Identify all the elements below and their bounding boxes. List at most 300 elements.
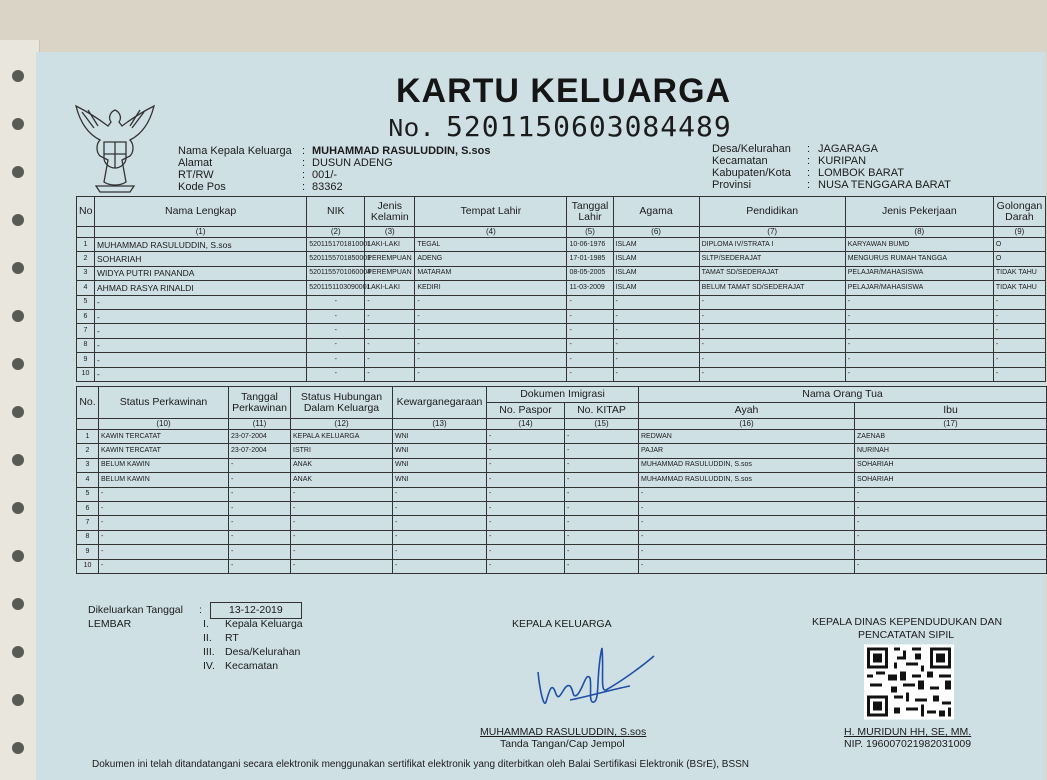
cell-pekerjaan: - bbox=[845, 353, 993, 367]
label-kabupaten: Kabupaten/Kota bbox=[712, 167, 791, 179]
cell-no: 2 bbox=[77, 252, 95, 266]
cell-no-paspor: - bbox=[487, 458, 565, 472]
column-number bbox=[77, 419, 99, 430]
cell-no: 1 bbox=[77, 430, 99, 444]
family-members-rows bbox=[77, 238, 1046, 382]
cell-status-hubungan: - bbox=[291, 501, 393, 515]
header-status-perkawinan: Status Perkawinan bbox=[99, 387, 229, 419]
colon: : bbox=[199, 604, 202, 616]
feed-hole bbox=[12, 598, 24, 610]
cell-ayah: - bbox=[639, 530, 855, 544]
cell-no: 4 bbox=[77, 281, 95, 295]
cell-jenis-kelamin: - bbox=[365, 309, 415, 323]
cell-tempat-lahir: KEDIRI bbox=[415, 281, 567, 295]
cell-kewarganegaraan: WNI bbox=[393, 444, 487, 458]
cell-jenis-kelamin: - bbox=[365, 295, 415, 309]
family-members-table bbox=[76, 196, 1046, 382]
cell-golongan-darah: - bbox=[993, 353, 1045, 367]
cell-tanggal-perkawinan: - bbox=[229, 516, 291, 530]
cell-nik: 5201155701850001 bbox=[307, 252, 365, 266]
cell-tempat-lahir: - bbox=[415, 295, 567, 309]
cell-nik: 5201155701060004 bbox=[307, 266, 365, 280]
cell-nama: - bbox=[95, 353, 307, 367]
cell-tanggal-lahir: 17-01-1985 bbox=[567, 252, 613, 266]
feed-hole bbox=[12, 694, 24, 706]
cell-agama: ISLAM bbox=[613, 238, 699, 252]
cell-tanggal-lahir: - bbox=[567, 338, 613, 352]
label-provinsi: Provinsi bbox=[712, 179, 752, 191]
cell-no-paspor: - bbox=[487, 545, 565, 559]
value-kecamatan: KURIPAN bbox=[818, 155, 867, 167]
table-row bbox=[77, 238, 1046, 252]
cell-pendidikan: - bbox=[699, 367, 845, 381]
colon: : bbox=[302, 157, 306, 169]
cell-jenis-kelamin: LAKI-LAKI bbox=[365, 281, 415, 295]
cell-status-perkawinan: - bbox=[99, 501, 229, 515]
cell-kewarganegaraan: - bbox=[393, 501, 487, 515]
cell-nik: 5201151701810001 bbox=[307, 238, 365, 252]
feed-hole bbox=[12, 406, 24, 418]
cell-kewarganegaraan: - bbox=[393, 487, 487, 501]
cell-agama: - bbox=[613, 309, 699, 323]
cell-status-hubungan: - bbox=[291, 559, 393, 573]
table-row bbox=[77, 309, 1046, 323]
cell-no: 5 bbox=[77, 487, 99, 501]
header-tanggal-perkawinan: Tanggal Perkawinan bbox=[229, 387, 291, 419]
lembar-roman: II. bbox=[203, 632, 212, 644]
value-desa: JAGARAGA bbox=[818, 143, 878, 155]
cell-tempat-lahir: - bbox=[415, 324, 567, 338]
cell-nama: - bbox=[95, 367, 307, 381]
cell-jenis-kelamin: - bbox=[365, 367, 415, 381]
feed-hole bbox=[12, 358, 24, 370]
cell-jenis-kelamin: - bbox=[365, 353, 415, 367]
cell-nama: - bbox=[95, 309, 307, 323]
label-kecamatan: Kecamatan bbox=[712, 155, 768, 167]
cell-no-paspor: - bbox=[487, 444, 565, 458]
header-no-kitap: No. KITAP bbox=[565, 403, 639, 419]
table-row bbox=[77, 367, 1046, 381]
cell-ibu: - bbox=[855, 530, 1047, 544]
header-agama: Agama bbox=[613, 197, 699, 227]
cell-status-hubungan: - bbox=[291, 487, 393, 501]
cell-nama: - bbox=[95, 338, 307, 352]
column-number: (6) bbox=[613, 227, 699, 238]
label-alamat: Alamat bbox=[178, 157, 213, 169]
table-row bbox=[77, 338, 1046, 352]
colon: : bbox=[807, 155, 811, 167]
cell-golongan-darah: - bbox=[993, 338, 1045, 352]
cell-ibu: - bbox=[855, 559, 1047, 573]
cell-status-perkawinan: - bbox=[99, 516, 229, 530]
cell-pekerjaan: - bbox=[845, 309, 993, 323]
cell-no-paspor: - bbox=[487, 473, 565, 487]
cell-golongan-darah: TIDAK TAHU bbox=[993, 266, 1045, 280]
colon: : bbox=[302, 169, 306, 181]
cell-tanggal-lahir: - bbox=[567, 324, 613, 338]
table-row bbox=[77, 473, 1047, 487]
lembar-roman: III. bbox=[203, 646, 215, 658]
cell-nik: - bbox=[307, 295, 365, 309]
cell-no-kitap: - bbox=[565, 559, 639, 573]
cell-status-perkawinan: KAWIN TERCATAT bbox=[99, 444, 229, 458]
cell-nik: 5201151103090001 bbox=[307, 281, 365, 295]
table-row bbox=[77, 266, 1046, 280]
cell-status-perkawinan: - bbox=[99, 545, 229, 559]
cell-no-kitap: - bbox=[565, 430, 639, 444]
feed-hole bbox=[12, 310, 24, 322]
dinas-title-line-2: PENCATATAN SIPIL bbox=[858, 629, 955, 641]
cell-ayah: PAJAR bbox=[639, 444, 855, 458]
cell-pendidikan: TAMAT SD/SEDERAJAT bbox=[699, 266, 845, 280]
header-golongan-darah: Golongan Darah bbox=[993, 197, 1045, 227]
column-number: (17) bbox=[855, 419, 1047, 430]
header-jenis-pekerjaan: Jenis Pekerjaan bbox=[845, 197, 993, 227]
cell-nama: MUHAMMAD RASULUDDIN, S.sos bbox=[95, 238, 307, 252]
cell-agama: - bbox=[613, 338, 699, 352]
header-pendidikan: Pendidikan bbox=[699, 197, 845, 227]
cell-no-kitap: - bbox=[565, 545, 639, 559]
cell-tanggal-lahir: 10-06-1976 bbox=[567, 238, 613, 252]
cell-status-perkawinan: - bbox=[99, 487, 229, 501]
cell-tanggal-perkawinan: - bbox=[229, 530, 291, 544]
signature-caption: Tanda Tangan/Cap Jempol bbox=[500, 738, 625, 750]
cell-no-paspor: - bbox=[487, 501, 565, 515]
colon: : bbox=[807, 143, 811, 155]
feed-hole bbox=[12, 454, 24, 466]
table-row bbox=[77, 252, 1046, 266]
dinas-nip: NIP. 196007021982031009 bbox=[844, 738, 972, 750]
table-row bbox=[77, 430, 1047, 444]
cell-no: 3 bbox=[77, 458, 99, 472]
cell-nama: - bbox=[95, 295, 307, 309]
cell-no-paspor: - bbox=[487, 516, 565, 530]
cell-kewarganegaraan: WNI bbox=[393, 458, 487, 472]
cell-no-kitap: - bbox=[565, 516, 639, 530]
electronic-signature-disclaimer: Dokumen ini telah ditandatangani secara elektronik menggunakan sertifikat elektronik yang diterbitkan oleh Balai Sertifikasi Elektronik (BSrE), BSSN bbox=[92, 759, 750, 770]
cell-pekerjaan: MENGURUS RUMAH TANGGA bbox=[845, 252, 993, 266]
cell-ayah: REDWAN bbox=[639, 430, 855, 444]
cell-no: 7 bbox=[77, 324, 95, 338]
cell-pendidikan: - bbox=[699, 353, 845, 367]
cell-kewarganegaraan: - bbox=[393, 530, 487, 544]
cell-pekerjaan: PELAJAR/MAHASISWA bbox=[845, 266, 993, 280]
kepala-keluarga-title: KEPALA KELUARGA bbox=[512, 618, 612, 630]
lembar-item: Desa/Kelurahan bbox=[225, 646, 301, 658]
cell-status-hubungan: - bbox=[291, 530, 393, 544]
cell-ibu: ZAENAB bbox=[855, 430, 1047, 444]
table-row bbox=[77, 559, 1047, 573]
label-kepala-keluarga: Nama Kepala Keluarga bbox=[178, 145, 292, 157]
cell-no-paspor: - bbox=[487, 430, 565, 444]
feed-hole bbox=[12, 118, 24, 130]
colon: : bbox=[807, 167, 811, 179]
cell-pendidikan: DIPLOMA IV/STRATA I bbox=[699, 238, 845, 252]
cell-nama: - bbox=[95, 324, 307, 338]
cell-pendidikan: - bbox=[699, 309, 845, 323]
column-number: (1) bbox=[95, 227, 307, 238]
family-status-rows bbox=[77, 430, 1047, 574]
table-row bbox=[77, 295, 1046, 309]
cell-ibu: NURINAH bbox=[855, 444, 1047, 458]
table-row bbox=[77, 281, 1046, 295]
cell-nama: WIDYA PUTRI PANANDA bbox=[95, 266, 307, 280]
cell-pekerjaan: KARYAWAN BUMD bbox=[845, 238, 993, 252]
cell-golongan-darah: - bbox=[993, 367, 1045, 381]
cell-no: 9 bbox=[77, 353, 95, 367]
cell-agama: - bbox=[613, 324, 699, 338]
header-tanggal-lahir: Tanggal Lahir bbox=[567, 197, 613, 227]
cell-nik: - bbox=[307, 309, 365, 323]
column-number: (4) bbox=[415, 227, 567, 238]
column-number: (8) bbox=[845, 227, 993, 238]
table-row bbox=[77, 353, 1046, 367]
cell-status-perkawinan: BELUM KAWIN bbox=[99, 473, 229, 487]
table-row bbox=[77, 487, 1047, 501]
cell-kewarganegaraan: WNI bbox=[393, 430, 487, 444]
header-tempat-lahir: Tempat Lahir bbox=[415, 197, 567, 227]
lembar-item: Kecamatan bbox=[225, 660, 279, 672]
cell-no-paspor: - bbox=[487, 487, 565, 501]
cell-pekerjaan: - bbox=[845, 338, 993, 352]
colon: : bbox=[302, 145, 306, 157]
cell-ayah: - bbox=[639, 501, 855, 515]
garuda-emblem-icon bbox=[70, 102, 160, 194]
table-row bbox=[77, 516, 1047, 530]
kepala-keluarga-name: MUHAMMAD RASULUDDIN, S.sos bbox=[480, 726, 647, 738]
value-rt-rw: 001/- bbox=[312, 169, 338, 181]
label-rt-rw: RT/RW bbox=[178, 169, 214, 181]
cell-jenis-kelamin: - bbox=[365, 338, 415, 352]
cell-no: 4 bbox=[77, 473, 99, 487]
cell-golongan-darah: O bbox=[993, 252, 1045, 266]
cell-status-hubungan: - bbox=[291, 545, 393, 559]
cell-tanggal-lahir: - bbox=[567, 367, 613, 381]
cell-tempat-lahir: MATARAM bbox=[415, 266, 567, 280]
column-number: (16) bbox=[639, 419, 855, 430]
header-nama-orang-tua: Nama Orang Tua bbox=[639, 387, 1047, 403]
header-ibu: Ibu bbox=[855, 403, 1047, 419]
cell-nik: - bbox=[307, 367, 365, 381]
cell-no: 7 bbox=[77, 516, 99, 530]
cell-pendidikan: - bbox=[699, 338, 845, 352]
cell-status-hubungan: ISTRI bbox=[291, 444, 393, 458]
feed-hole bbox=[12, 646, 24, 658]
column-number: (10) bbox=[99, 419, 229, 430]
cell-jenis-kelamin: PEREMPUAN bbox=[365, 266, 415, 280]
cell-tempat-lahir: TEGAL bbox=[415, 238, 567, 252]
header-jenis-kelamin: Jenis Kelamin bbox=[365, 197, 415, 227]
cell-agama: ISLAM bbox=[613, 252, 699, 266]
cell-no: 1 bbox=[77, 238, 95, 252]
cell-pekerjaan: - bbox=[845, 295, 993, 309]
cell-nama: SOHARIAH bbox=[95, 252, 307, 266]
cell-status-perkawinan: - bbox=[99, 530, 229, 544]
header-nama-lengkap: Nama Lengkap bbox=[95, 197, 307, 227]
feed-hole bbox=[12, 502, 24, 514]
feed-hole bbox=[12, 70, 24, 82]
column-number: (14) bbox=[487, 419, 565, 430]
document-number-label: No. bbox=[388, 114, 435, 144]
cell-nama: AHMAD RASYA RINALDI bbox=[95, 281, 307, 295]
cell-kewarganegaraan: - bbox=[393, 516, 487, 530]
cell-no: 8 bbox=[77, 530, 99, 544]
cell-tempat-lahir: - bbox=[415, 309, 567, 323]
cell-golongan-darah: TIDAK TAHU bbox=[993, 281, 1045, 295]
table-row bbox=[77, 458, 1047, 472]
cell-status-hubungan: KEPALA KELUARGA bbox=[291, 430, 393, 444]
feed-hole bbox=[12, 742, 24, 754]
cell-ayah: MUHAMMAD RASULUDDIN, S.sos bbox=[639, 458, 855, 472]
table-row bbox=[77, 530, 1047, 544]
cell-no-kitap: - bbox=[565, 487, 639, 501]
cell-nik: - bbox=[307, 324, 365, 338]
cell-ayah: - bbox=[639, 559, 855, 573]
cell-tanggal-perkawinan: 23-07-2004 bbox=[229, 444, 291, 458]
cell-tempat-lahir: ADENG bbox=[415, 252, 567, 266]
cell-no-paspor: - bbox=[487, 559, 565, 573]
cell-tanggal-lahir: - bbox=[567, 295, 613, 309]
issued-label: Dikeluarkan Tanggal bbox=[88, 604, 183, 616]
colon: : bbox=[302, 181, 306, 193]
cell-tempat-lahir: - bbox=[415, 367, 567, 381]
cell-agama: - bbox=[613, 295, 699, 309]
cell-tanggal-lahir: 08-05-2005 bbox=[567, 266, 613, 280]
cell-jenis-kelamin: - bbox=[365, 324, 415, 338]
cell-tanggal-perkawinan: - bbox=[229, 545, 291, 559]
table-row bbox=[77, 545, 1047, 559]
cell-status-perkawinan: BELUM KAWIN bbox=[99, 458, 229, 472]
cell-no: 9 bbox=[77, 545, 99, 559]
lembar-roman: I. bbox=[203, 618, 209, 630]
cell-ibu: - bbox=[855, 516, 1047, 530]
lembar-item: RT bbox=[225, 632, 239, 644]
cell-tempat-lahir: - bbox=[415, 338, 567, 352]
feed-hole bbox=[12, 262, 24, 274]
dinas-name: H. MURIDUN HH, SE, MM. bbox=[844, 726, 972, 738]
cell-no: 10 bbox=[77, 367, 95, 381]
header-status-hubungan: Status Hubungan Dalam Keluarga bbox=[291, 387, 393, 419]
cell-no: 6 bbox=[77, 309, 95, 323]
cell-golongan-darah: O bbox=[993, 238, 1045, 252]
cell-tanggal-lahir: - bbox=[567, 309, 613, 323]
cell-ibu: SOHARIAH bbox=[855, 473, 1047, 487]
cell-ayah: - bbox=[639, 516, 855, 530]
column-number: (7) bbox=[699, 227, 845, 238]
cell-no: 8 bbox=[77, 338, 95, 352]
cell-golongan-darah: - bbox=[993, 295, 1045, 309]
family-card-document bbox=[36, 52, 1046, 780]
cell-nik: - bbox=[307, 338, 365, 352]
signature-icon bbox=[530, 642, 660, 722]
cell-no-kitap: - bbox=[565, 444, 639, 458]
colon: : bbox=[807, 179, 811, 191]
lembar-label: LEMBAR bbox=[88, 618, 132, 630]
cell-pendidikan: - bbox=[699, 295, 845, 309]
cell-nik: - bbox=[307, 353, 365, 367]
label-kode-pos: Kode Pos bbox=[178, 181, 226, 193]
cell-no: 10 bbox=[77, 559, 99, 573]
cell-tanggal-perkawinan: - bbox=[229, 501, 291, 515]
value-kode-pos: 83362 bbox=[312, 181, 343, 193]
feed-hole bbox=[12, 214, 24, 226]
column-number: (5) bbox=[567, 227, 613, 238]
cell-pekerjaan: - bbox=[845, 324, 993, 338]
column-number: (11) bbox=[229, 419, 291, 430]
tractor-feed-strip bbox=[0, 40, 40, 780]
cell-tanggal-perkawinan: 23-07-2004 bbox=[229, 430, 291, 444]
cell-no: 2 bbox=[77, 444, 99, 458]
cell-golongan-darah: - bbox=[993, 309, 1045, 323]
document-title: KARTU KELUARGA bbox=[396, 72, 732, 110]
family-status-table bbox=[76, 386, 1047, 574]
lembar-roman: IV. bbox=[203, 660, 215, 672]
cell-ibu: - bbox=[855, 487, 1047, 501]
cell-agama: ISLAM bbox=[613, 266, 699, 280]
cell-status-hubungan: ANAK bbox=[291, 458, 393, 472]
feed-hole bbox=[12, 550, 24, 562]
cell-jenis-kelamin: LAKI-LAKI bbox=[365, 238, 415, 252]
cell-tanggal-perkawinan: - bbox=[229, 458, 291, 472]
cell-no-kitap: - bbox=[565, 530, 639, 544]
cell-kewarganegaraan: - bbox=[393, 545, 487, 559]
cell-ayah: MUHAMMAD RASULUDDIN, S.sos bbox=[639, 473, 855, 487]
cell-status-perkawinan: - bbox=[99, 559, 229, 573]
cell-pendidikan: - bbox=[699, 324, 845, 338]
feed-hole bbox=[12, 166, 24, 178]
cell-no-kitap: - bbox=[565, 473, 639, 487]
cell-tanggal-perkawinan: - bbox=[229, 487, 291, 501]
qr-code-icon bbox=[864, 644, 954, 720]
cell-no: 3 bbox=[77, 266, 95, 280]
cell-kewarganegaraan: - bbox=[393, 559, 487, 573]
column-number: (15) bbox=[565, 419, 639, 430]
cell-agama: ISLAM bbox=[613, 281, 699, 295]
table-row bbox=[77, 444, 1047, 458]
column-number: (12) bbox=[291, 419, 393, 430]
cell-ayah: - bbox=[639, 545, 855, 559]
header-ayah: Ayah bbox=[639, 403, 855, 419]
column-number: (2) bbox=[307, 227, 365, 238]
cell-tanggal-perkawinan: - bbox=[229, 473, 291, 487]
cell-tanggal-lahir: 11-03-2009 bbox=[567, 281, 613, 295]
cell-status-perkawinan: KAWIN TERCATAT bbox=[99, 430, 229, 444]
cell-status-hubungan: ANAK bbox=[291, 473, 393, 487]
column-number: (13) bbox=[393, 419, 487, 430]
cell-tempat-lahir: - bbox=[415, 353, 567, 367]
cell-kewarganegaraan: WNI bbox=[393, 473, 487, 487]
issued-date: 13-12-2019 bbox=[210, 602, 302, 619]
cell-ayah: - bbox=[639, 487, 855, 501]
cell-ibu: - bbox=[855, 545, 1047, 559]
header-dokumen-imigrasi: Dokumen Imigrasi bbox=[487, 387, 639, 403]
cell-pendidikan: SLTP/SEDERAJAT bbox=[699, 252, 845, 266]
cell-tanggal-perkawinan: - bbox=[229, 559, 291, 573]
cell-status-hubungan: - bbox=[291, 516, 393, 530]
header-no: No. bbox=[77, 387, 99, 419]
cell-ibu: - bbox=[855, 501, 1047, 515]
cell-tanggal-lahir: - bbox=[567, 353, 613, 367]
value-kabupaten: LOMBOK BARAT bbox=[818, 167, 904, 179]
cell-pendidikan: BELUM TAMAT SD/SEDERAJAT bbox=[699, 281, 845, 295]
document-number: 5201150603084489 bbox=[446, 110, 732, 143]
header-no-paspor: No. Paspor bbox=[487, 403, 565, 419]
column-number: (9) bbox=[993, 227, 1045, 238]
dinas-title-line-1: KEPALA DINAS KEPENDUDUKAN DAN bbox=[812, 616, 1003, 628]
column-number: (3) bbox=[365, 227, 415, 238]
value-alamat: DUSUN ADENG bbox=[312, 157, 393, 169]
cell-agama: - bbox=[613, 367, 699, 381]
